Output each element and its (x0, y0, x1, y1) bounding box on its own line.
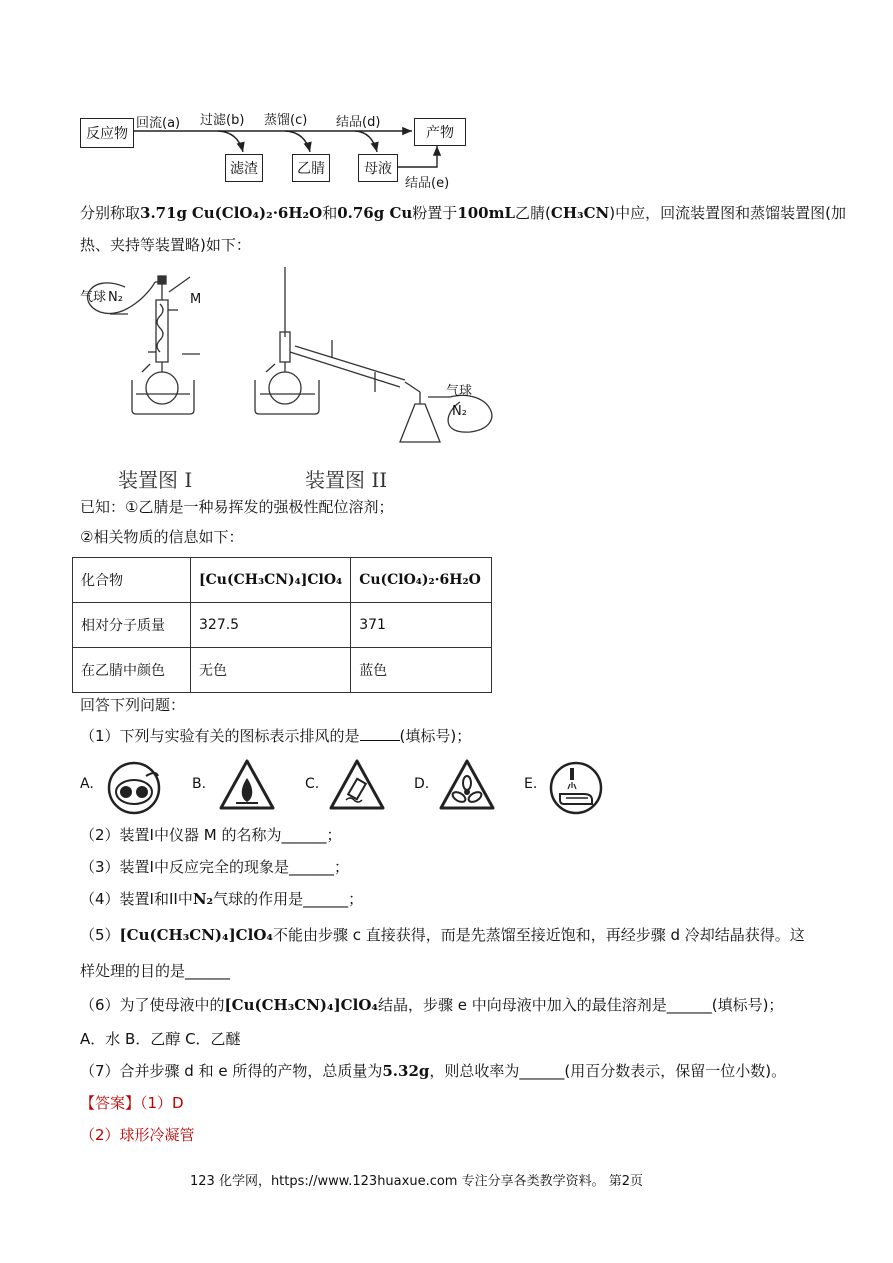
goggles-icon (106, 760, 162, 816)
question-6-options: A．水 B．乙醇 C．乙醚 (80, 1030, 241, 1048)
flow-arrows (0, 0, 893, 200)
question-7: （7）合并步骤 d 和 e 所得的产物，总质量为5.32g，则总收率为______(用百分数表示，保留一位小数)。 (80, 1062, 787, 1080)
option-b-label: B. (192, 776, 207, 792)
intro-line-1: 分别称取3.71g Cu(ClO₄)₂·6H₂O和0.76g Cu粉置于100mL乙腈(CH₃CN)中应，回流装置图和蒸馏装置图(加 (80, 204, 846, 222)
balloon-label-2: 气球 (446, 384, 473, 399)
question-4: （4）装置I和II中N₂气球的作用是______； (80, 890, 364, 908)
question-5: （5）[Cu(CH₃CN)₄]ClO₄不能由步骤 c 直接获得，而是先蒸馏至接近饱和，再经步骤 d 冷却结晶获得。这 (80, 926, 805, 944)
question-5-line-2: 样处理的目的是______ (80, 962, 231, 980)
answer-2: （2）球形冷凝管 (80, 1126, 195, 1144)
question-6: （6）为了使母液中的[Cu(CH₃CN)₄]ClO₄结晶，步骤 e 中向母液中加入的最佳溶剂是______(填标号)； (80, 996, 784, 1014)
hot-surface-icon (328, 758, 386, 812)
hand-wash-icon (548, 760, 604, 816)
caption-apparatus-2: 装置图 II (305, 468, 388, 492)
table-cell: 无色 (191, 648, 351, 693)
questions-intro: 回答下列问题： (80, 696, 186, 714)
option-e-label: E. (524, 776, 538, 792)
flow-box-product: 产物 (414, 118, 466, 146)
m-label: M (190, 292, 202, 307)
flow-box-acetonitrile: 乙腈 (292, 154, 330, 182)
answer-1: 【答案】（1）D (80, 1094, 184, 1112)
known-line-2: ②相关物质的信息如下： (80, 528, 244, 546)
table-cell: 化合物 (73, 558, 191, 603)
option-c-label: C. (305, 776, 320, 792)
table-row (73, 648, 492, 693)
question-2: （2）装置I中仪器 M 的名称为______； (80, 826, 342, 844)
table-cell: Cu(ClO₄)₂·6H₂O (351, 558, 492, 603)
n2-label-1: N₂ (108, 290, 123, 305)
table-row (73, 603, 492, 648)
table-cell: 在乙腈中颜色 (73, 648, 191, 693)
flame-warning-icon (218, 758, 276, 812)
question-1: （1）下列与实验有关的图标表示排风的是 (填标号)； (80, 727, 472, 745)
flow-label-b: 过滤(b) (200, 113, 245, 128)
properties-table (72, 557, 492, 693)
known-line-1: 已知：①乙腈是一种易挥发的强极性配位溶剂； (80, 498, 394, 516)
table-cell: 327.5 (191, 603, 351, 648)
intro-line-2: 热、夹持等装置略)如下： (80, 236, 251, 254)
apparatus-diagram (70, 262, 510, 462)
flow-box-mother-liquor: 母液 (358, 154, 398, 182)
table-cell: 相对分子质量 (73, 603, 191, 648)
flow-label-d: 结品(d) (336, 115, 381, 130)
n2-label-2: N₂ (452, 404, 467, 419)
question-3: （3）装置I中反应完全的现象是______； (80, 858, 349, 876)
table-cell: 蓝色 (351, 648, 492, 693)
table-row (73, 558, 492, 603)
caption-apparatus-1: 装置图 I (118, 468, 193, 492)
balloon-label-1: 气球 (80, 290, 107, 305)
table-cell: [Cu(CH₃CN)₄]ClO₄ (191, 558, 351, 603)
option-d-label: D. (414, 776, 430, 792)
flow-label-a: 回流(a) (136, 116, 181, 131)
flow-label-c: 蒸馏(c) (264, 113, 308, 128)
flow-box-reactant: 反应物 (80, 118, 134, 148)
flow-label-e: 结品(e) (405, 176, 450, 191)
page-footer: 123 化学网，https://www.123huaxue.com 专注分享各类教学资料。 第2页 (190, 1174, 644, 1189)
flow-box-residue: 滤渣 (225, 154, 263, 182)
option-a-label: A. (80, 776, 94, 792)
table-cell: 371 (351, 603, 492, 648)
ventilation-fan-icon (438, 758, 496, 812)
